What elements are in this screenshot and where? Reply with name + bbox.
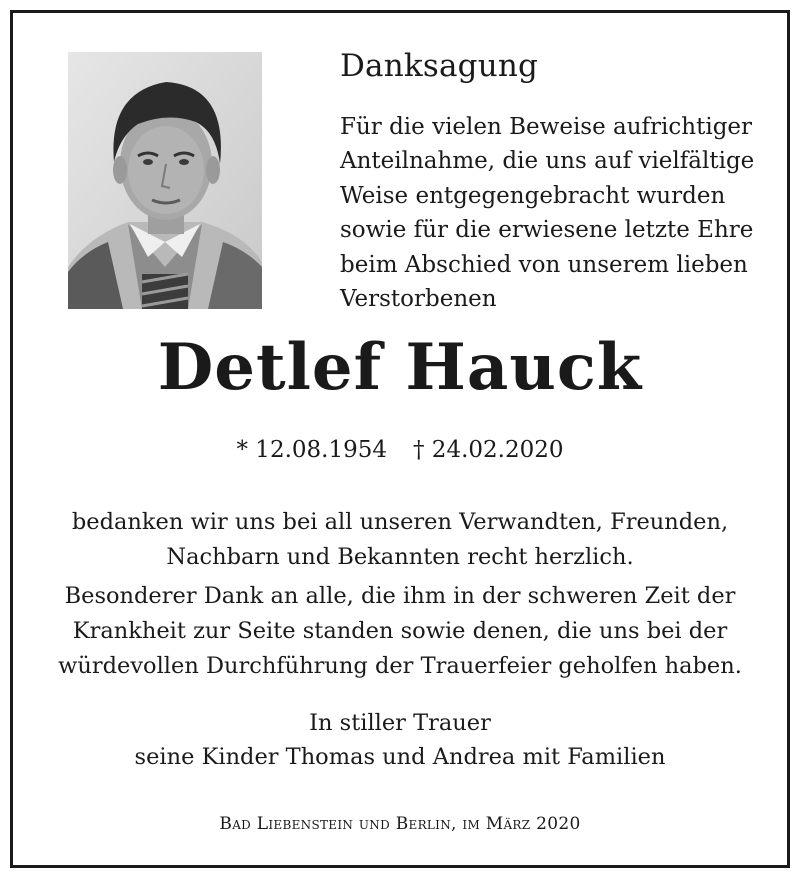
thanks-line: Krankheit zur Seite standen sowie denen, die uns bei der bbox=[72, 618, 728, 644]
mourners bbox=[0, 706, 800, 774]
thanks-line: Besonderer Dank an alle, die ihm in der schweren Zeit der bbox=[64, 583, 736, 609]
intro-line: Verstorbenen bbox=[340, 286, 497, 313]
intro-line: sowie für die erwiesene letzte Ehre bbox=[340, 217, 754, 244]
thanks-line: würdevollen Durchführung der Trauerfeier geholfen haben. bbox=[58, 653, 742, 679]
deceased-name: Detlef Hauck bbox=[157, 330, 643, 405]
intro-line: Anteilnahme, die uns auf vielfältige bbox=[340, 148, 755, 175]
death-date: † 24.02.2020 bbox=[413, 437, 564, 463]
intro-text bbox=[340, 110, 770, 316]
mourning-line: seine Kinder Thomas und Andrea mit Familien bbox=[134, 744, 666, 770]
portrait-photo bbox=[68, 52, 262, 309]
intro-line: Weise entgegengebracht wurden bbox=[340, 182, 726, 209]
birth-date: * 12.08.1954 bbox=[236, 437, 387, 463]
life-dates bbox=[0, 437, 800, 463]
special-thanks-paragraph bbox=[0, 579, 800, 684]
thanks-line: bedanken wir uns bei all unseren Verwandten, Freunden, bbox=[71, 509, 729, 535]
notice-heading: Danksagung bbox=[340, 48, 539, 84]
thanks-line: Nachbarn und Bekannten recht herzlich. bbox=[166, 544, 634, 570]
mourning-line: In stiller Trauer bbox=[309, 710, 491, 736]
intro-line: Für die vielen Beweise aufrichtiger bbox=[340, 114, 753, 140]
thanks-paragraph bbox=[0, 505, 800, 575]
place-and-date: Bad Liebenstein und Berlin, im März 2020 bbox=[219, 814, 581, 834]
intro-line: beim Abschied von unserem lieben bbox=[340, 251, 748, 278]
